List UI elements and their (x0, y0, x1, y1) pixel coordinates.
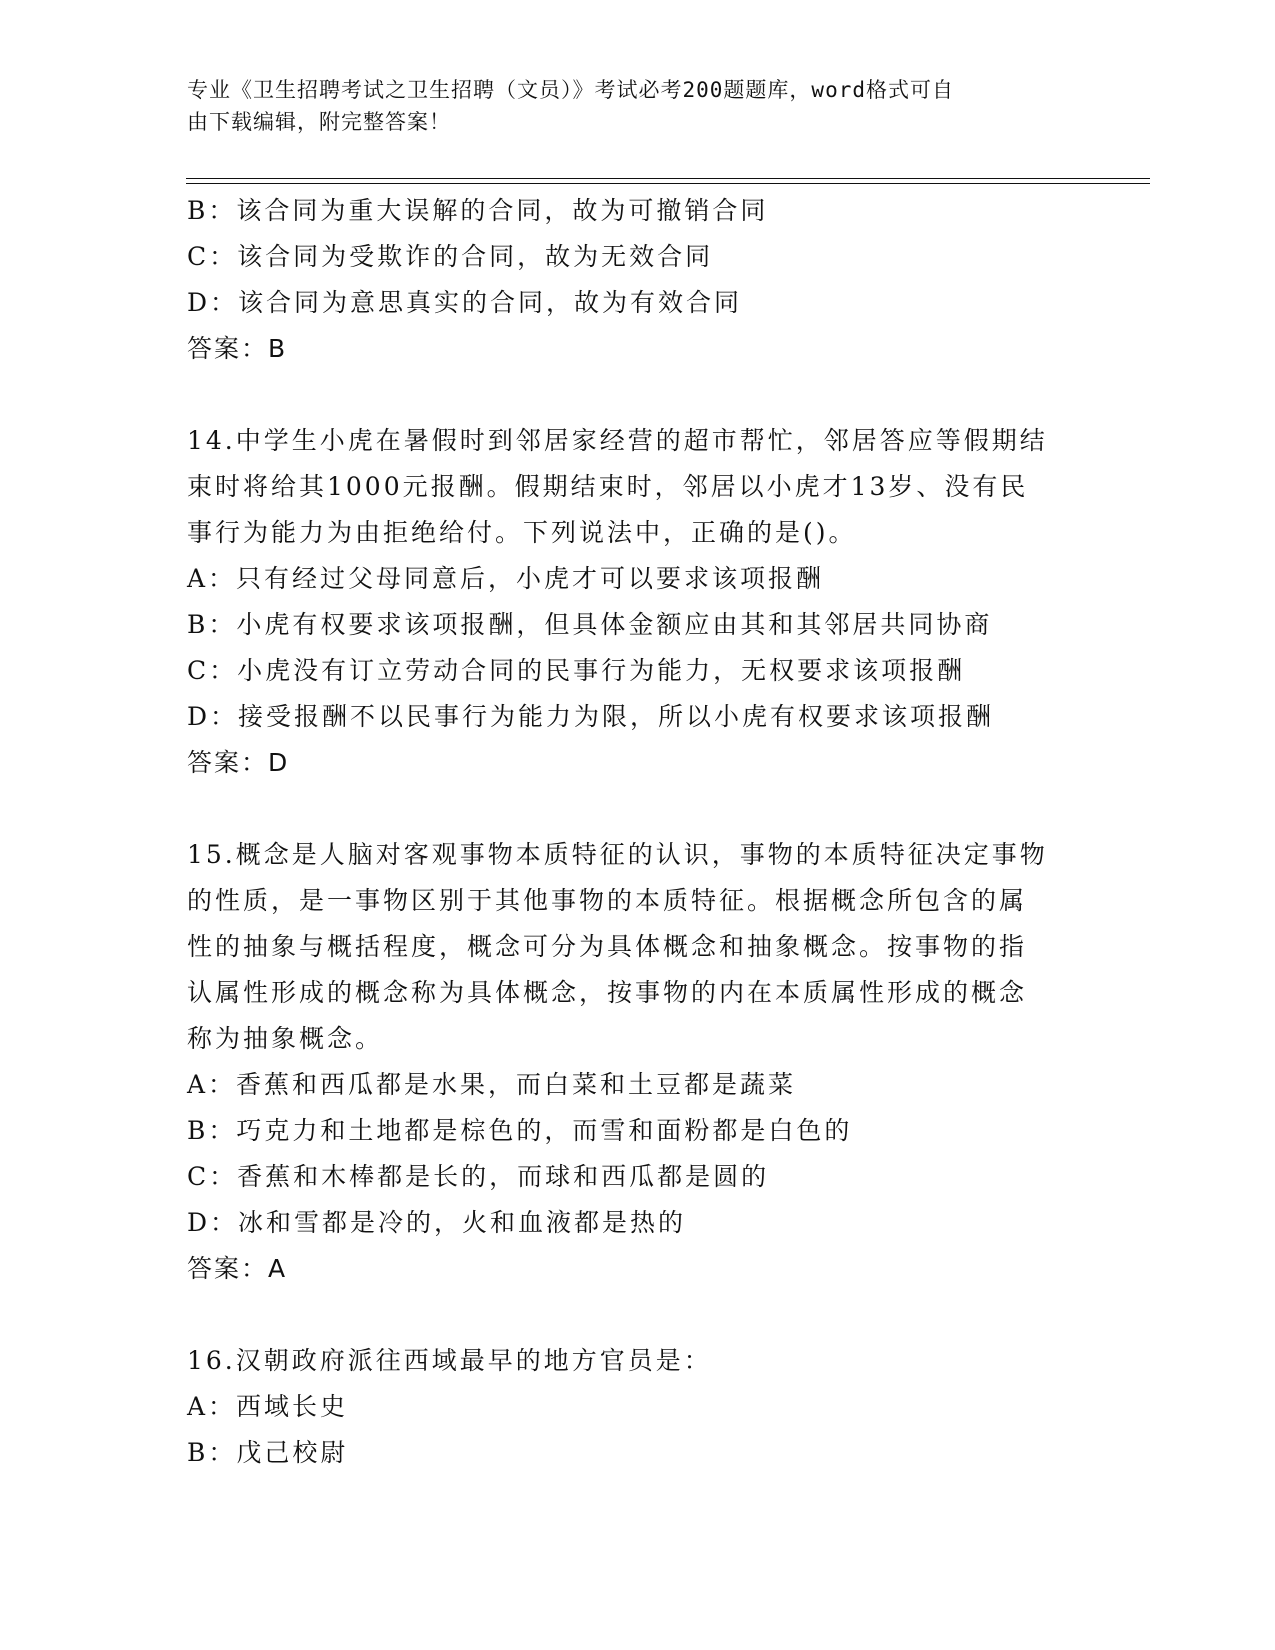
option-b: B：小虎有权要求该项报酬，但具体金额应由其和其邻居共同协商 (187, 610, 993, 639)
option-c: C：该合同为受欺诈的合同，故为无效合同 (187, 242, 714, 271)
question-14 (187, 418, 1087, 786)
question-stem: 14.中学生小虎在暑假时到邻居家经营的超市帮忙，邻居答应等假期结 (187, 426, 1048, 455)
question-stem: 事行为能力为由拒绝给付。下列说法中，正确的是()。 (187, 518, 857, 547)
spacer (187, 786, 1087, 832)
answer: 答案：A (187, 1254, 288, 1283)
question-15 (187, 832, 1087, 1292)
header-divider-bottom (186, 183, 1150, 184)
option-c: C：小虎没有订立劳动合同的民事行为能力，无权要求该项报酬 (187, 656, 966, 685)
option-b: B：戊己校尉 (187, 1438, 349, 1467)
header-title-line-1: 专业《卫生招聘考试之卫生招聘（文员）》考试必考200题题库，word格式可自 (187, 78, 954, 102)
header-divider-top (186, 178, 1150, 179)
option-b: B：该合同为重大误解的合同，故为可撤销合同 (187, 196, 769, 225)
question-stem: 认属性形成的概念称为具体概念，按事物的内在本质属性形成的概念 (187, 978, 1028, 1007)
question-stem: 的性质，是一事物区别于其他事物的本质特征。根据概念所包含的属 (187, 886, 1028, 915)
question-stem: 15.概念是人脑对客观事物本质特征的认识，事物的本质特征决定事物 (187, 840, 1048, 869)
question-stem: 束时将给其1000元报酬。假期结束时，邻居以小虎才13岁、没有民 (187, 472, 1029, 501)
question-13 (187, 188, 1087, 372)
header-title-line-2: 由下载编辑，附完整答案！ (187, 110, 451, 134)
answer: 答案：B (187, 334, 288, 363)
answer: 答案：D (187, 748, 290, 777)
spacer (187, 372, 1087, 418)
question-16 (187, 1338, 1087, 1476)
spacer (187, 1292, 1087, 1338)
option-c: C：香蕉和木棒都是长的，而球和西瓜都是圆的 (187, 1162, 770, 1191)
option-b: B：巧克力和土地都是棕色的，而雪和面粉都是白色的 (187, 1116, 853, 1145)
option-d: D：冰和雪都是冷的，火和血液都是热的 (187, 1208, 687, 1237)
question-list (187, 188, 1087, 1476)
option-d: D：接受报酬不以民事行为能力为限，所以小虎有权要求该项报酬 (187, 702, 995, 731)
option-a: A：只有经过父母同意后，小虎才可以要求该项报酬 (187, 564, 825, 593)
question-stem: 性的抽象与概括程度，概念可分为具体概念和抽象概念。按事物的指 (187, 932, 1028, 961)
option-d: D：该合同为意思真实的合同，故为有效合同 (187, 288, 743, 317)
option-a: A：西域长史 (187, 1392, 349, 1421)
question-stem: 称为抽象概念。 (187, 1024, 384, 1053)
document-header (187, 74, 1087, 138)
option-a: A：香蕉和西瓜都是水果，而白菜和土豆都是蔬菜 (187, 1070, 797, 1099)
question-stem: 16.汉朝政府派往西域最早的地方官员是： (187, 1346, 712, 1375)
